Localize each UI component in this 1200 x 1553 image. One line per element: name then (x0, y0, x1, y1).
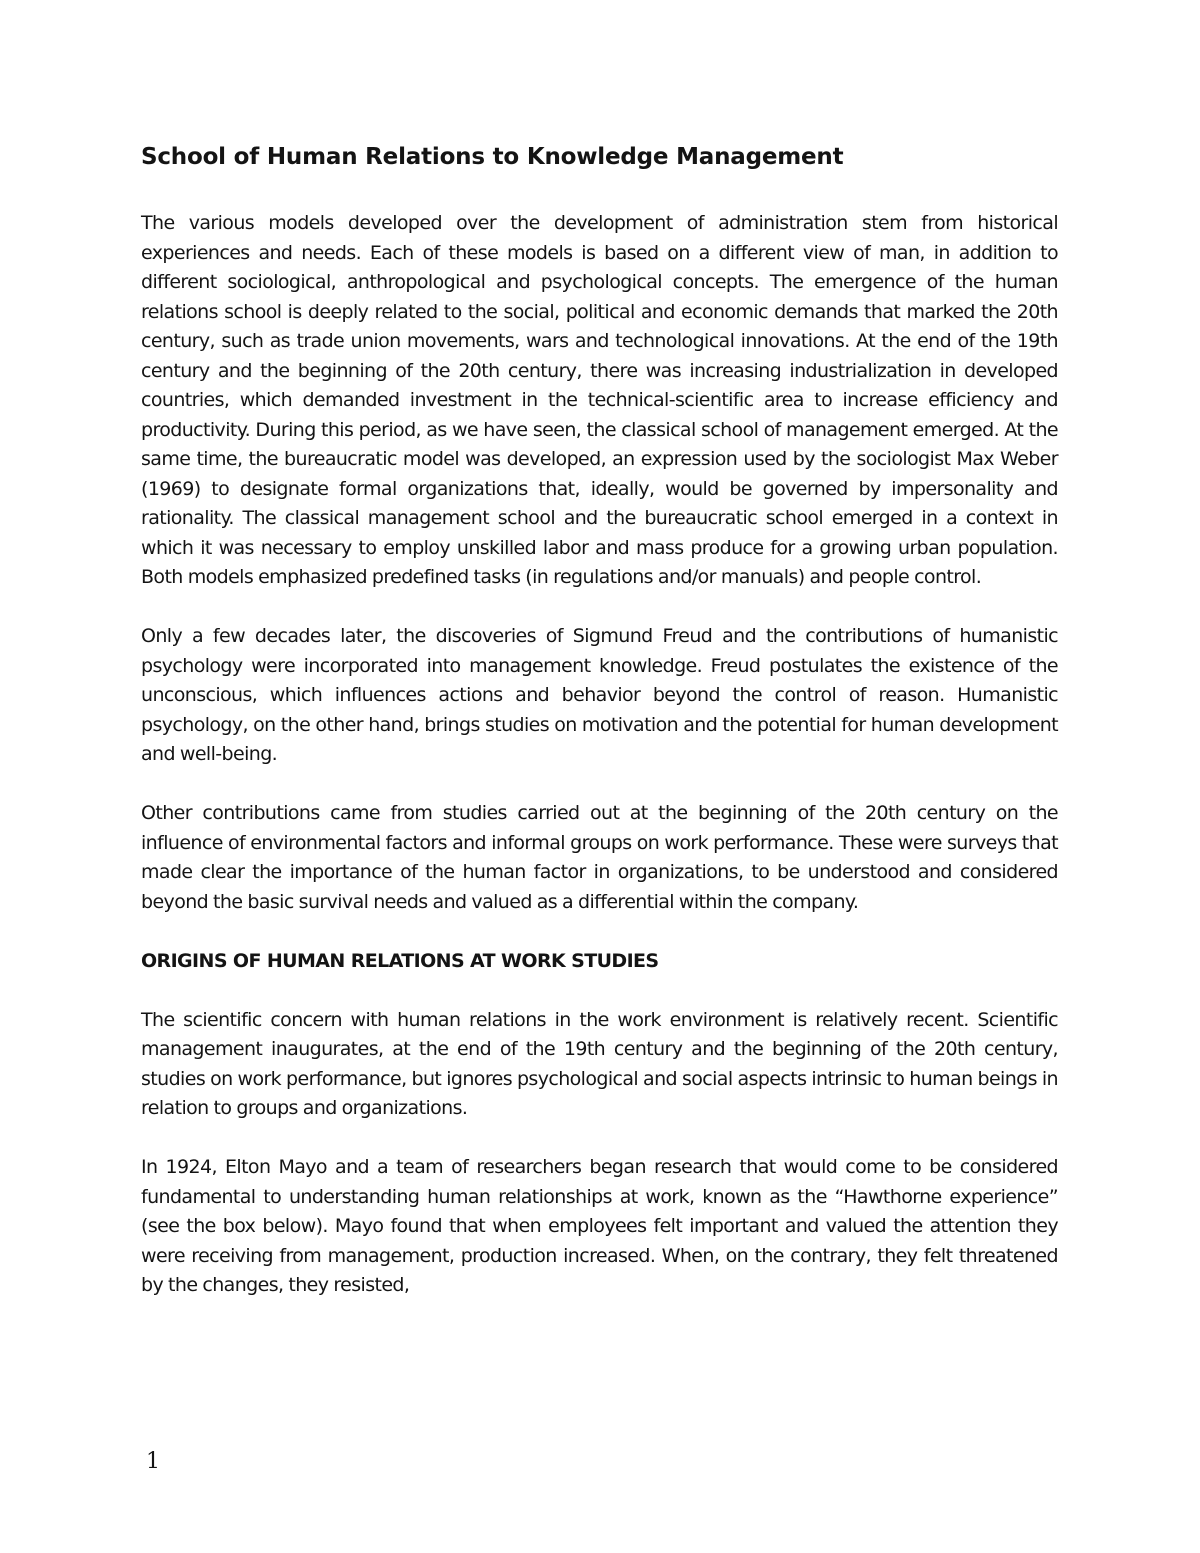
page-number: 1 (146, 1449, 160, 1474)
paragraph-intro-2: Only a few decades later, the discoveries of Sigmund Freud and the contributions of humanistic psychology were incorporated into management knowledge. Freud postulates the existence of the unconscious, which influences actions and behavior beyond the control of reason. Humanistic psychology, on the other hand, brings studies on motivation and the potential for human development and well-being. (141, 625, 1058, 765)
page-content (141, 141, 1058, 1301)
paragraph-section-2: In 1924, Elton Mayo and a team of researchers began research that would come to be considered fundamental to understanding human relationships at work, known as the “Hawthorne experience” (see the box below). Mayo found that when employees felt important and valued the attention they were receiving from management, production increased. When, on the contrary, they felt threatened by the changes, they resisted, (141, 1156, 1058, 1296)
paragraph-intro-1: The various models developed over the development of administration stem from historical experiences and needs. Each of these models is based on a different view of man, in addition to different sociological, anthropological and psychological concepts. The emergence of the human relations school is deeply related to the social, political and economic demands that marked the 20th century, such as trade union movements, wars and technological innovations. At the end of the 19th century and the beginning of the 20th century, there was increasing industrialization in developed countries, which demanded investment in the technical-scientific area to increase efficiency and productivity. During this period, as we have seen, the classical school of management emerged. At the same time, the bureaucratic model was developed, an expression used by the sociologist Max Weber (1969) to designate formal organizations that, ideally, would be governed by impersonality and rationality. The classical management school and the bureaucratic school emerged in a context in which it was necessary to employ unskilled labor and mass produce for a growing urban population. Both models emphasized predefined tasks (in regulations and/or manuals) and people control. (141, 212, 1058, 588)
paragraph-section-1: The scientific concern with human relations in the work environment is relatively recent. Scientific management inaugurates, at the end of the 19th century and the beginning of the 20th century, studies on work performance, but ignores psychological and social aspects intrinsic to human beings in relation to groups and organizations. (141, 1008, 1058, 1119)
paragraph-intro-3: Other contributions came from studies carried out at the beginning of the 20th century on the influence of environmental factors and informal groups on work performance. These were surveys that made clear the importance of the human factor in organizations, to be understood and considered beyond the basic survival needs and valued as a differential within the company. (141, 802, 1058, 913)
document-title: School of Human Relations to Knowledge Management (141, 144, 844, 170)
section-heading: ORIGINS OF HUMAN RELATIONS AT WORK STUDIES (141, 949, 659, 972)
